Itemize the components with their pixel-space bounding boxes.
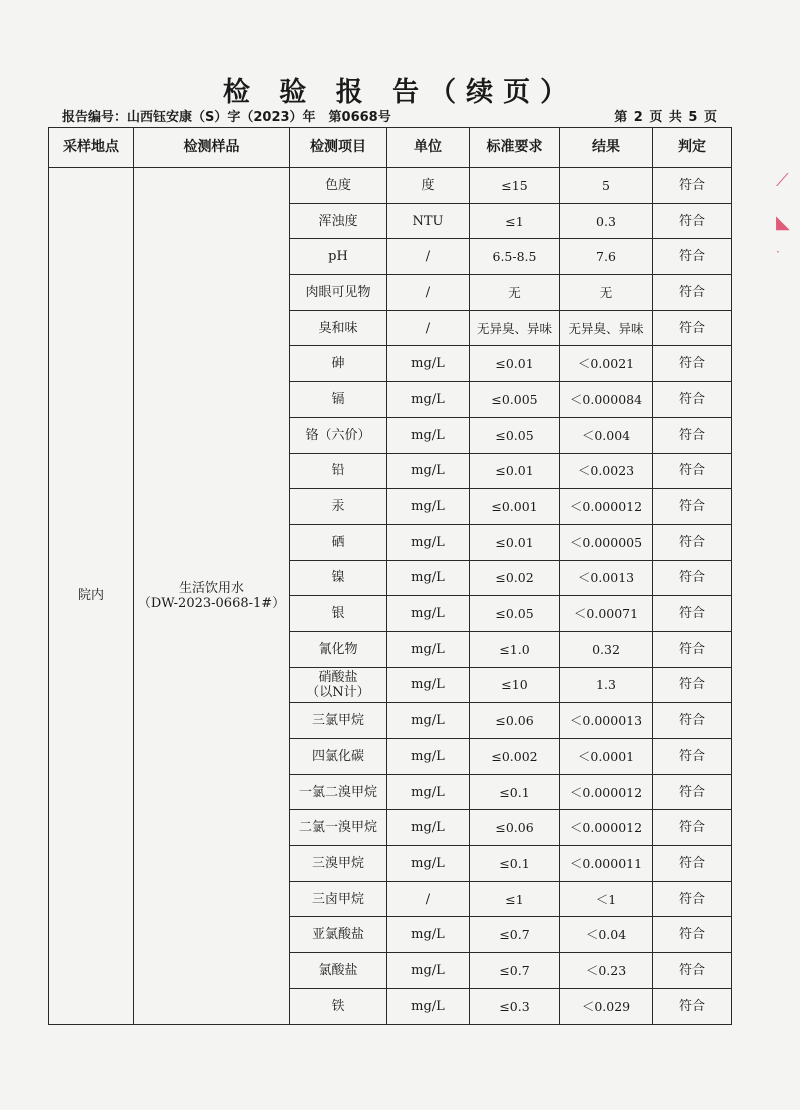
unit-cell: mg/L bbox=[387, 667, 470, 703]
test-item: pH bbox=[290, 239, 387, 275]
verdict-cell: 符合 bbox=[653, 524, 732, 560]
standard-cell: ≤10 bbox=[470, 667, 560, 703]
seal-fragment: ◣ bbox=[776, 212, 790, 233]
result-cell: ＜0.000013 bbox=[560, 703, 653, 739]
unit-cell: mg/L bbox=[387, 953, 470, 989]
test-item: 砷 bbox=[290, 346, 387, 382]
standard-cell: ≤0.1 bbox=[470, 774, 560, 810]
test-item: 臭和味 bbox=[290, 310, 387, 346]
unit-cell: / bbox=[387, 310, 470, 346]
standard-cell: ≤1 bbox=[470, 203, 560, 239]
report-title: 检 验 报 告（续页） bbox=[222, 77, 578, 108]
header-standard: 标准要求 bbox=[470, 128, 560, 168]
standard-cell: 无异臭、异味 bbox=[470, 310, 560, 346]
verdict-cell: 符合 bbox=[653, 382, 732, 418]
unit-cell: mg/L bbox=[387, 382, 470, 418]
result-cell: ＜0.004 bbox=[560, 417, 653, 453]
standard-cell: 6.5-8.5 bbox=[470, 239, 560, 275]
header-unit: 单位 bbox=[387, 128, 470, 168]
test-item: 浑浊度 bbox=[290, 203, 387, 239]
standard-cell: ≤0.05 bbox=[470, 417, 560, 453]
test-item: 三溴甲烷 bbox=[290, 846, 387, 882]
verdict-cell: 符合 bbox=[653, 239, 732, 275]
standard-cell: ≤1 bbox=[470, 881, 560, 917]
test-item: 亚氯酸盐 bbox=[290, 917, 387, 953]
verdict-cell: 符合 bbox=[653, 631, 732, 667]
sample-cell bbox=[134, 168, 290, 1025]
standard-cell: ≤0.7 bbox=[470, 917, 560, 953]
verdict-cell: 符合 bbox=[653, 917, 732, 953]
test-item-note: （以N计） bbox=[306, 684, 370, 700]
standard-cell: ≤0.1 bbox=[470, 846, 560, 882]
results-body bbox=[49, 168, 732, 1025]
seal-fragment: · bbox=[776, 245, 780, 259]
result-cell: 7.6 bbox=[560, 239, 653, 275]
verdict-cell: 符合 bbox=[653, 774, 732, 810]
verdict-cell: 符合 bbox=[653, 810, 732, 846]
verdict-cell: 符合 bbox=[653, 275, 732, 311]
standard-cell: ≤1.0 bbox=[470, 631, 560, 667]
verdict-cell: 符合 bbox=[653, 881, 732, 917]
report-number: 报告编号：山西钰安康（S）字（2023）年 第0668号 bbox=[62, 110, 391, 125]
header-verdict: 判定 bbox=[653, 128, 732, 168]
unit-cell: NTU bbox=[387, 203, 470, 239]
verdict-cell: 符合 bbox=[653, 417, 732, 453]
test-item bbox=[290, 667, 387, 703]
result-cell: ＜0.00071 bbox=[560, 596, 653, 632]
test-item: 氰化物 bbox=[290, 631, 387, 667]
test-item: 色度 bbox=[290, 168, 387, 204]
unit-cell: mg/L bbox=[387, 453, 470, 489]
standard-cell: ≤0.3 bbox=[470, 988, 560, 1024]
test-item: 铅 bbox=[290, 453, 387, 489]
verdict-cell: 符合 bbox=[653, 596, 732, 632]
verdict-cell: 符合 bbox=[653, 846, 732, 882]
header-item: 检测项目 bbox=[290, 128, 387, 168]
result-cell: 0.32 bbox=[560, 631, 653, 667]
unit-cell: mg/L bbox=[387, 988, 470, 1024]
verdict-cell: 符合 bbox=[653, 203, 732, 239]
verdict-cell: 符合 bbox=[653, 703, 732, 739]
result-cell: ＜0.04 bbox=[560, 917, 653, 953]
standard-cell: ≤0.01 bbox=[470, 346, 560, 382]
standard-cell: ≤0.005 bbox=[470, 382, 560, 418]
unit-cell: mg/L bbox=[387, 846, 470, 882]
results-table bbox=[48, 127, 732, 1025]
verdict-cell: 符合 bbox=[653, 489, 732, 525]
test-item: 镉 bbox=[290, 382, 387, 418]
result-cell: ＜0.0023 bbox=[560, 453, 653, 489]
verdict-cell: 符合 bbox=[653, 560, 732, 596]
test-item: 氯酸盐 bbox=[290, 953, 387, 989]
standard-cell: ≤0.06 bbox=[470, 810, 560, 846]
result-cell: ＜0.0021 bbox=[560, 346, 653, 382]
test-item: 三卤甲烷 bbox=[290, 881, 387, 917]
test-item: 铁 bbox=[290, 988, 387, 1024]
verdict-cell: 符合 bbox=[653, 453, 732, 489]
verdict-cell: 符合 bbox=[653, 988, 732, 1024]
unit-cell: mg/L bbox=[387, 346, 470, 382]
result-cell: ＜0.029 bbox=[560, 988, 653, 1024]
unit-cell: / bbox=[387, 275, 470, 311]
result-cell: ＜0.000012 bbox=[560, 774, 653, 810]
result-cell: ＜0.23 bbox=[560, 953, 653, 989]
table-row bbox=[49, 168, 732, 204]
verdict-cell: 符合 bbox=[653, 667, 732, 703]
page-info: 第 2 页 共 5 页 bbox=[614, 110, 718, 125]
header-result: 结果 bbox=[560, 128, 653, 168]
standard-cell: ≤0.02 bbox=[470, 560, 560, 596]
unit-cell: mg/L bbox=[387, 774, 470, 810]
unit-cell: 度 bbox=[387, 168, 470, 204]
unit-cell: mg/L bbox=[387, 917, 470, 953]
standard-cell: ≤0.06 bbox=[470, 703, 560, 739]
result-cell: ＜0.000084 bbox=[560, 382, 653, 418]
unit-cell: mg/L bbox=[387, 631, 470, 667]
test-item: 汞 bbox=[290, 489, 387, 525]
verdict-cell: 符合 bbox=[653, 739, 732, 775]
test-item: 铬（六价） bbox=[290, 417, 387, 453]
test-item: 四氯化碳 bbox=[290, 739, 387, 775]
unit-cell: / bbox=[387, 239, 470, 275]
standard-cell: ≤0.01 bbox=[470, 524, 560, 560]
test-item: 银 bbox=[290, 596, 387, 632]
standard-cell: ≤15 bbox=[470, 168, 560, 204]
result-cell: ＜0.0013 bbox=[560, 560, 653, 596]
test-item: 三氯甲烷 bbox=[290, 703, 387, 739]
unit-cell: / bbox=[387, 881, 470, 917]
verdict-cell: 符合 bbox=[653, 310, 732, 346]
verdict-cell: 符合 bbox=[653, 953, 732, 989]
verdict-cell: 符合 bbox=[653, 346, 732, 382]
unit-cell: mg/L bbox=[387, 560, 470, 596]
unit-cell: mg/L bbox=[387, 810, 470, 846]
test-item: 硒 bbox=[290, 524, 387, 560]
test-item: 镍 bbox=[290, 560, 387, 596]
sample-code: （DW-2023-0668-1#） bbox=[137, 595, 286, 611]
result-cell: 1.3 bbox=[560, 667, 653, 703]
unit-cell: mg/L bbox=[387, 739, 470, 775]
result-cell: 5 bbox=[560, 168, 653, 204]
result-cell: 无异臭、异味 bbox=[560, 310, 653, 346]
result-cell: 0.3 bbox=[560, 203, 653, 239]
sample-name: 生活饮用水 bbox=[178, 580, 244, 596]
verdict-cell: 符合 bbox=[653, 168, 732, 204]
unit-cell: mg/L bbox=[387, 417, 470, 453]
result-cell: ＜0.000011 bbox=[560, 846, 653, 882]
result-cell: 无 bbox=[560, 275, 653, 311]
test-item: 肉眼可见物 bbox=[290, 275, 387, 311]
standard-cell: ≤0.002 bbox=[470, 739, 560, 775]
seal-fragment: ⟋ bbox=[776, 170, 789, 191]
header-sample: 检测样品 bbox=[134, 128, 290, 168]
standard-cell: ≤0.01 bbox=[470, 453, 560, 489]
test-item-name: 硝酸盐 bbox=[318, 669, 358, 685]
unit-cell: mg/L bbox=[387, 703, 470, 739]
unit-cell: mg/L bbox=[387, 524, 470, 560]
sampling-location: 院内 bbox=[49, 168, 134, 1025]
result-cell: ＜0.0001 bbox=[560, 739, 653, 775]
header-location: 采样地点 bbox=[49, 128, 134, 168]
header-row bbox=[49, 128, 732, 168]
result-cell: ＜0.000012 bbox=[560, 489, 653, 525]
result-cell: ＜0.000012 bbox=[560, 810, 653, 846]
test-item: 二氯一溴甲烷 bbox=[290, 810, 387, 846]
unit-cell: mg/L bbox=[387, 596, 470, 632]
result-cell: ＜1 bbox=[560, 881, 653, 917]
standard-cell: ≤0.7 bbox=[470, 953, 560, 989]
result-cell: ＜0.000005 bbox=[560, 524, 653, 560]
unit-cell: mg/L bbox=[387, 489, 470, 525]
standard-cell: ≤0.05 bbox=[470, 596, 560, 632]
standard-cell: 无 bbox=[470, 275, 560, 311]
standard-cell: ≤0.001 bbox=[470, 489, 560, 525]
test-item: 一氯二溴甲烷 bbox=[290, 774, 387, 810]
